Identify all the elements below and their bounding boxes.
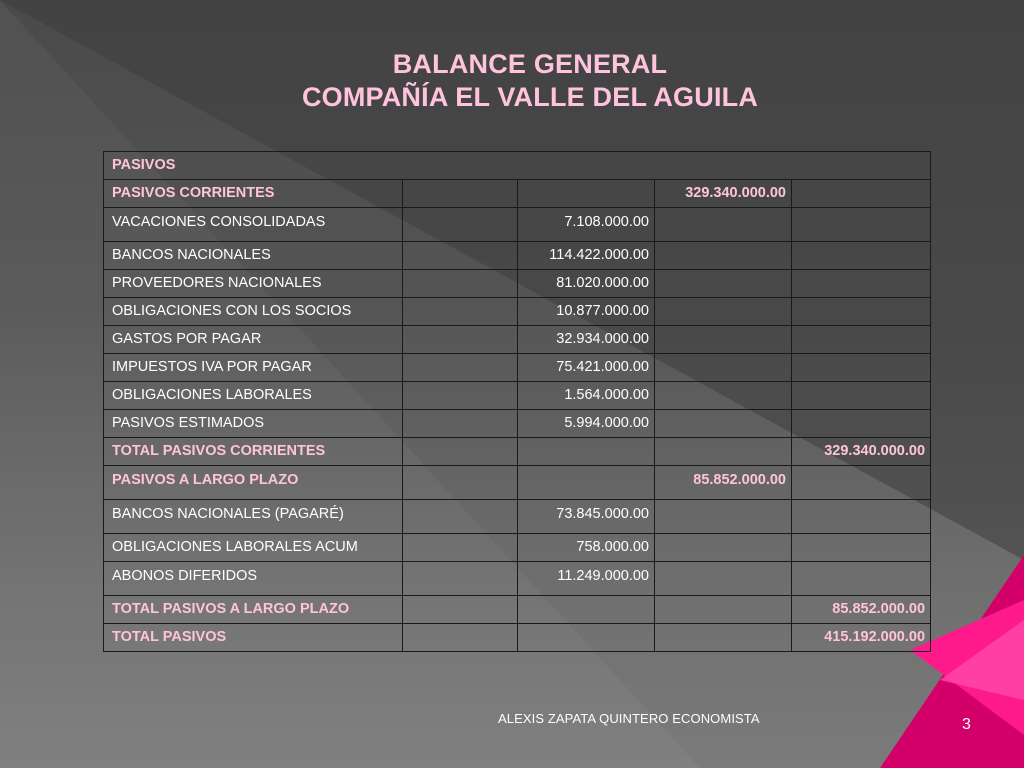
slide-number: 3 <box>962 716 971 733</box>
table-row-grand-total <box>104 624 931 652</box>
row-label: OBLIGACIONES LABORALES ACUM <box>104 534 403 562</box>
total-value: 85.852.000.00 <box>792 596 931 624</box>
row-label: TOTAL PASIVOS A LARGO PLAZO <box>104 596 403 624</box>
subtotal-value: 85.852.000.00 <box>655 466 792 500</box>
table-row-long-term-header <box>104 466 931 500</box>
table-row <box>104 242 931 270</box>
page-title <box>0 48 1024 114</box>
subtotal-value: 329.340.000.00 <box>655 180 792 208</box>
row-value: 32.934.000.00 <box>518 326 655 354</box>
row-label: TOTAL PASIVOS CORRIENTES <box>104 438 403 466</box>
table-row <box>104 562 931 596</box>
row-value: 75.421.000.00 <box>518 354 655 382</box>
row-label: BANCOS NACIONALES <box>104 242 403 270</box>
table-row <box>104 326 931 354</box>
total-value: 329.340.000.00 <box>792 438 931 466</box>
table-row-current-total <box>104 438 931 466</box>
section-header-cell: PASIVOS <box>104 152 931 180</box>
row-label: PROVEEDORES NACIONALES <box>104 270 403 298</box>
table-row-section-header <box>104 152 931 180</box>
row-value: 1.564.000.00 <box>518 382 655 410</box>
balance-table <box>103 151 931 652</box>
table-row <box>104 354 931 382</box>
row-value: 81.020.000.00 <box>518 270 655 298</box>
row-label: TOTAL PASIVOS <box>104 624 403 652</box>
row-label: PASIVOS ESTIMADOS <box>104 410 403 438</box>
row-label: PASIVOS A LARGO PLAZO <box>104 466 403 500</box>
table-row-current-header <box>104 180 931 208</box>
footer-author: ALEXIS ZAPATA QUINTERO ECONOMISTA <box>498 711 760 726</box>
row-value: 73.845.000.00 <box>518 500 655 534</box>
row-value: 114.422.000.00 <box>518 242 655 270</box>
row-label: ABONOS DIFERIDOS <box>104 562 403 596</box>
grand-total-value: 415.192.000.00 <box>792 624 931 652</box>
title-line-2: COMPAÑÍA EL VALLE DEL AGUILA <box>301 82 759 112</box>
row-label: VACACIONES CONSOLIDADAS <box>104 208 403 242</box>
title-line-1: BALANCE GENERAL <box>392 49 668 79</box>
row-value: 10.877.000.00 <box>518 298 655 326</box>
row-value: 758.000.00 <box>518 534 655 562</box>
table-row <box>104 270 931 298</box>
row-value: 5.994.000.00 <box>518 410 655 438</box>
table-row <box>104 410 931 438</box>
row-label: OBLIGACIONES LABORALES <box>104 382 403 410</box>
table-row-long-term-total <box>104 596 931 624</box>
table-row <box>104 382 931 410</box>
table-row <box>104 208 931 242</box>
row-label: PASIVOS CORRIENTES <box>104 180 403 208</box>
table-row <box>104 298 931 326</box>
row-label: BANCOS NACIONALES (PAGARÉ) <box>104 500 403 534</box>
row-value: 11.249.000.00 <box>518 562 655 596</box>
table-row <box>104 534 931 562</box>
table-row <box>104 500 931 534</box>
row-label: GASTOS POR PAGAR <box>104 326 403 354</box>
row-value: 7.108.000.00 <box>518 208 655 242</box>
row-label: OBLIGACIONES CON LOS SOCIOS <box>104 298 403 326</box>
row-label: IMPUESTOS IVA POR PAGAR <box>104 354 403 382</box>
